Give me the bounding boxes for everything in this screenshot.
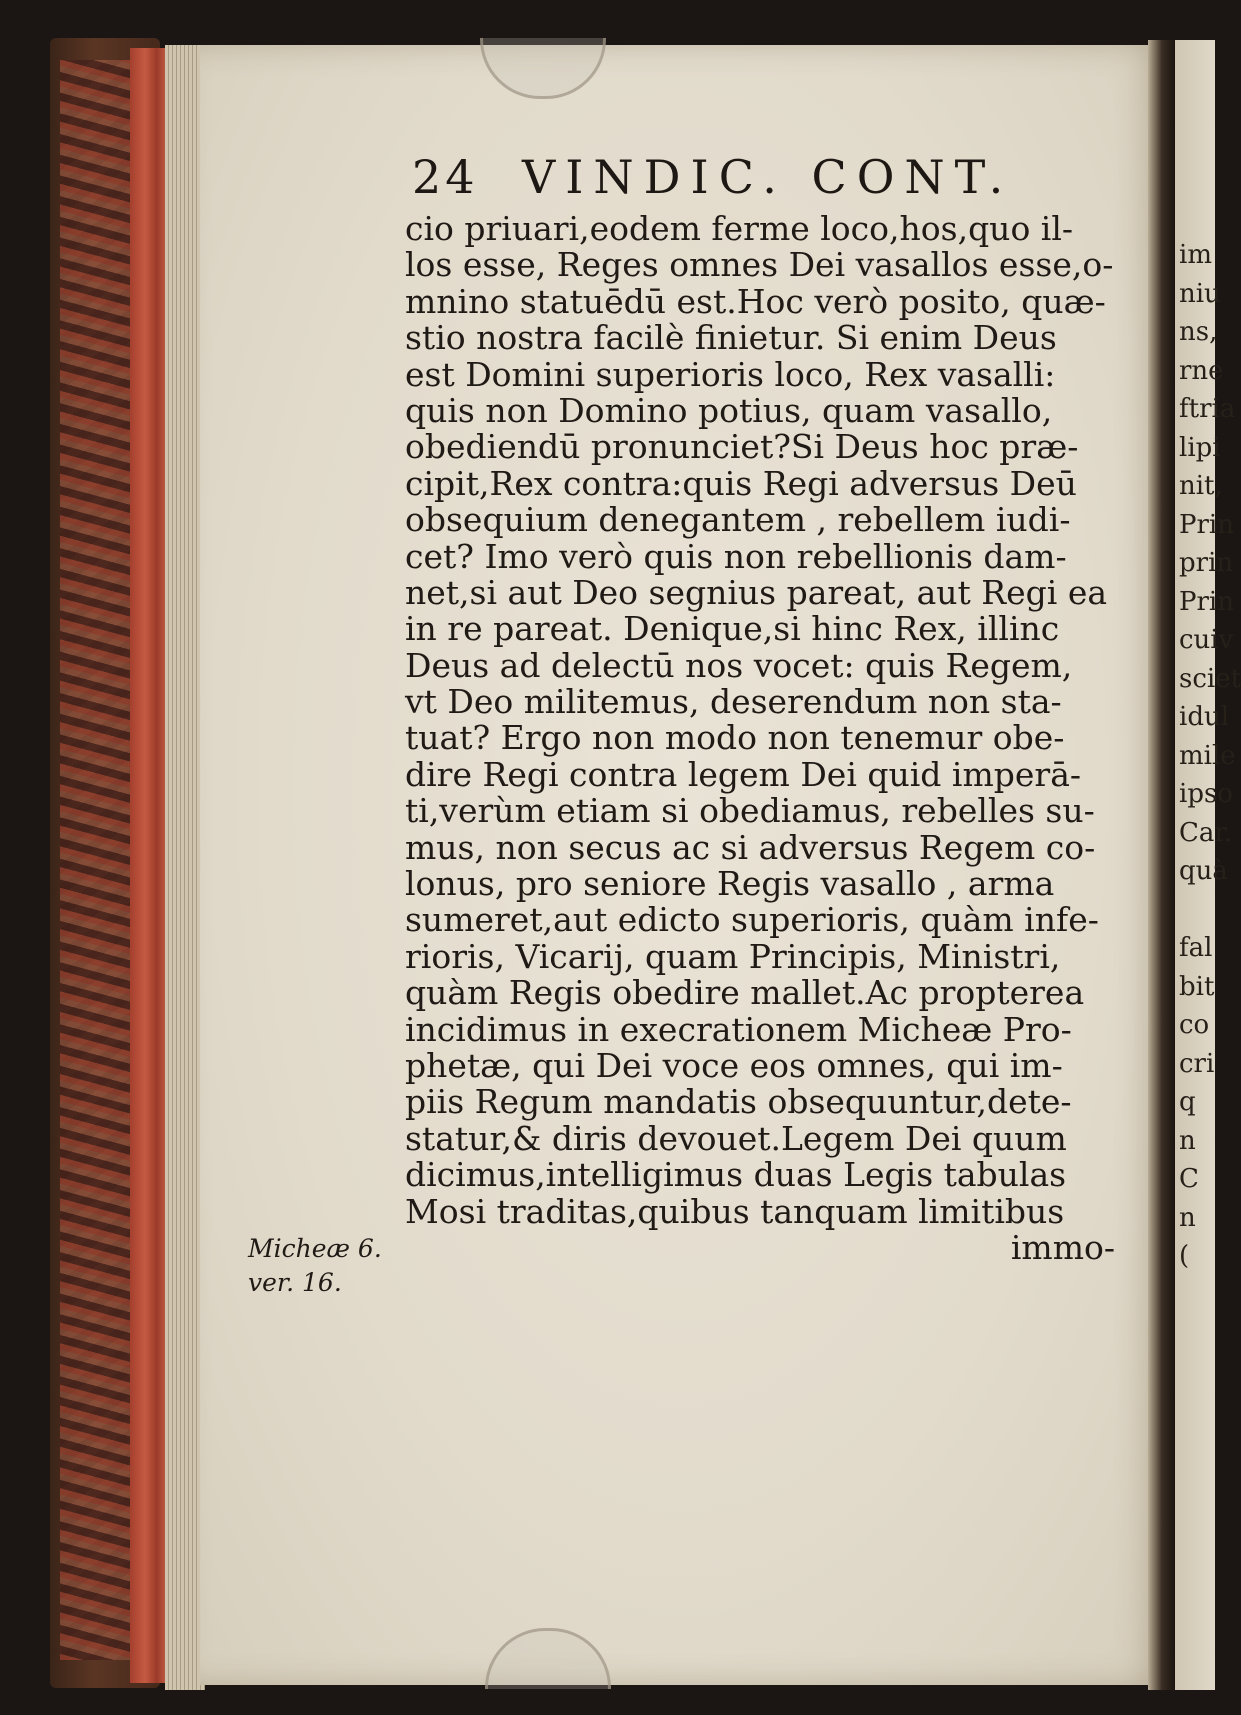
facing-page-fragment: Prin bbox=[1179, 509, 1234, 540]
catchword: immo- bbox=[1010, 1227, 1115, 1267]
facing-page-fragment: lipi bbox=[1179, 432, 1221, 463]
running-header bbox=[412, 150, 1052, 204]
text-line: incidimus in execrationem Micheæ Pro- bbox=[405, 1009, 1072, 1049]
facing-page-fragment: mile bbox=[1179, 740, 1236, 771]
facing-page-fragment: ns, bbox=[1179, 317, 1218, 347]
facing-page-fragment: cri bbox=[1179, 1048, 1215, 1079]
text-line: Mosi traditas,quibus tanquam limitibus bbox=[405, 1191, 1065, 1231]
text-line: tuat? Ergo non modo non tenemur obe- bbox=[405, 718, 1065, 758]
facing-page-fragment: ftria bbox=[1179, 394, 1236, 424]
text-line: los esse, Reges omnes Dei vasallos esse,o- bbox=[405, 245, 1114, 285]
text-line: rioris, Vicarij, quam Principis, Ministri, bbox=[405, 936, 1061, 976]
marbled-endpaper bbox=[60, 60, 130, 1660]
facing-page-fragment: Prin bbox=[1179, 586, 1234, 617]
text-line: lonus, pro seniore Regis vasallo , arma bbox=[405, 864, 1055, 904]
facing-page-fragment: nit, bbox=[1179, 471, 1223, 501]
text-line: mus, non secus ac si adversus Regem co- bbox=[405, 827, 1096, 867]
text-line: cio priuari,eodem ferme loco,hos,quo il- bbox=[405, 209, 1074, 248]
facing-page bbox=[1175, 40, 1241, 1690]
facing-page-fragment: q bbox=[1179, 1087, 1196, 1117]
text-line: dicimus,intelligimus duas Legis tabulas bbox=[405, 1155, 1067, 1195]
red-page-edge bbox=[130, 48, 168, 1683]
text-line: est Domini superioris loco, Rex vasalli: bbox=[405, 354, 1056, 394]
text-line: dire Regi contra legem Dei quid imperā- bbox=[405, 754, 1082, 794]
text-line: mnino statuēdū est.Hoc verò posito, quæ- bbox=[405, 281, 1106, 321]
text-line: vt Deo militemus, deserendum non sta- bbox=[405, 682, 1062, 722]
facing-page-fragment: Car. bbox=[1179, 817, 1233, 848]
facing-page-fragment: niu bbox=[1179, 278, 1221, 309]
book-gutter bbox=[1148, 40, 1176, 1690]
text-line: obsequium denegantem , rebellem iudi- bbox=[405, 500, 1071, 540]
facing-page-fragment: fal bbox=[1179, 933, 1213, 963]
text-line: piis Regum mandatis obsequuntur,dete- bbox=[405, 1082, 1072, 1122]
facing-page-fragment: ipso bbox=[1179, 779, 1233, 809]
facing-page-fragment: rne bbox=[1179, 355, 1224, 386]
marginal-note-line: Micheæ 6. bbox=[248, 1234, 382, 1263]
facing-page-fragment: idul bbox=[1179, 702, 1230, 732]
facing-page-fragment: im bbox=[1179, 240, 1212, 270]
marginal-note bbox=[248, 1232, 388, 1300]
text-line: Deus ad delectū nos vocet: quis Regem, bbox=[405, 645, 1073, 685]
facing-page-fragment: prin bbox=[1179, 548, 1234, 578]
text-line: stio nostra facilè finietur. Si enim Deus bbox=[405, 318, 1057, 358]
facing-page-fragment: cuiv bbox=[1179, 625, 1234, 655]
text-line: in re pareat. Denique,si hinc Rex, illinc bbox=[405, 609, 1060, 649]
text-line: net,si aut Deo segnius pareat, aut Regi ea bbox=[405, 572, 1108, 612]
facing-page-fragment: co bbox=[1179, 1010, 1210, 1040]
text-line: ti,verùm etiam si obediamus, rebelles su- bbox=[405, 791, 1095, 831]
text-line: phetæ, qui Dei voce eos omnes, qui im- bbox=[405, 1045, 1063, 1085]
page-stack bbox=[165, 45, 205, 1690]
facing-page-fragment: n bbox=[1179, 1202, 1196, 1233]
facing-page-fragment: sciet bbox=[1179, 663, 1241, 694]
facing-page-fragment: n bbox=[1179, 1125, 1196, 1156]
text-line: statur,& diris devouet.Legem Dei quum bbox=[405, 1118, 1067, 1158]
text-line: cipit,Rex contra:quis Regi adversus Deū bbox=[405, 463, 1077, 503]
marginal-note-line: ver. 16. bbox=[248, 1268, 342, 1297]
page-number: 24 bbox=[412, 150, 479, 204]
text-line: quis non Domino potius, quam vasallo, bbox=[405, 390, 1053, 430]
text-line: cet? Imo verò quis non rebellionis dam- bbox=[405, 536, 1067, 576]
facing-page-fragment: C bbox=[1179, 1164, 1199, 1194]
main-text-block bbox=[405, 211, 1125, 1266]
text-line: sumeret,aut edicto superioris, quàm infe- bbox=[405, 900, 1099, 940]
text-line: obediendū pronunciet?Si Deus hoc præ- bbox=[405, 427, 1079, 467]
running-title: VINDIC. CONT. bbox=[522, 150, 1014, 204]
facing-page-fragment: quà bbox=[1179, 856, 1228, 886]
facing-page-fragment: bit bbox=[1179, 971, 1215, 1002]
facing-page-fragment: ( bbox=[1179, 1241, 1190, 1271]
text-line: quàm Regis obedire mallet.Ac propterea bbox=[405, 973, 1085, 1013]
